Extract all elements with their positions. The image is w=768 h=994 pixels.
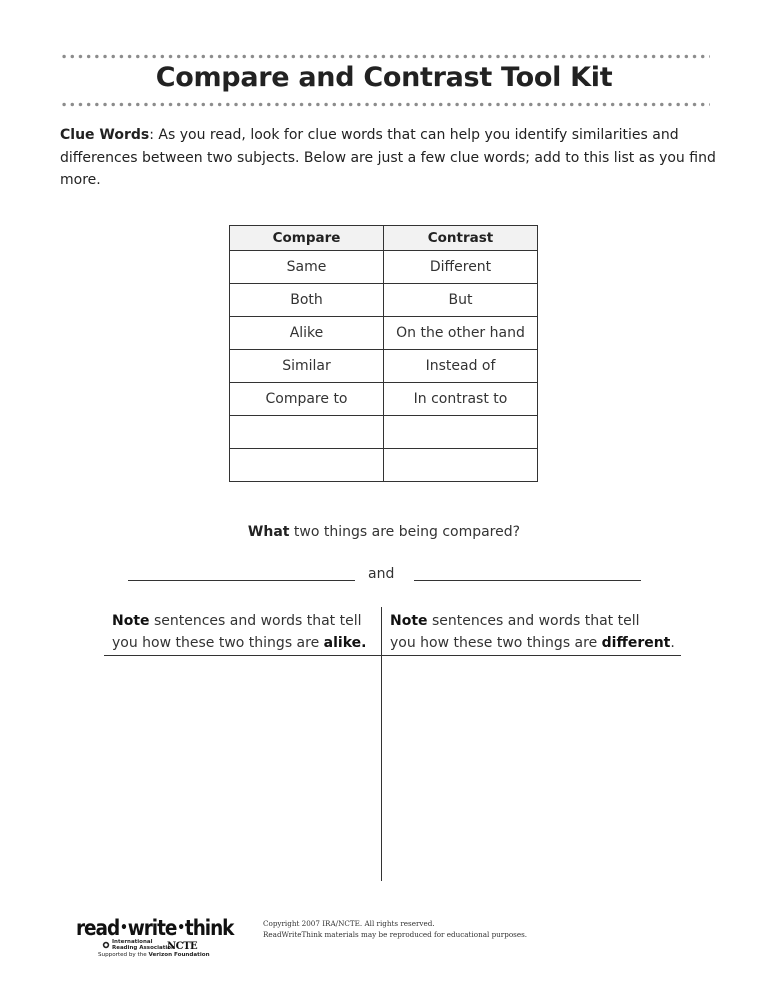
alike-prompt-line1 <box>112 610 366 632</box>
alike-prompt-line2 <box>112 632 366 654</box>
first-subject-blank[interactable] <box>128 580 355 581</box>
ira-icon <box>102 941 110 949</box>
alike-note-bold: Note <box>112 613 150 629</box>
compare-cell-blank[interactable] <box>230 416 384 449</box>
logo-wordmark: read•write•think <box>76 916 234 940</box>
intro-text: : As you read, look for clue words that can help you identify similarities and differences between two subjects. Below are just a few clue words; add to this list as you find more. <box>60 127 716 188</box>
contrast-cell: Instead of <box>384 350 538 383</box>
compare-cell-blank[interactable] <box>230 449 384 482</box>
alike-word: alike. <box>323 635 367 651</box>
second-subject-blank[interactable] <box>414 580 641 581</box>
copyright-notice <box>263 918 527 940</box>
compare-cell: Alike <box>230 317 384 350</box>
alike-line1-text: sentences and words that tell <box>149 613 362 629</box>
different-note-bold: Note <box>390 613 428 629</box>
alike-line2-text: you how these two things are <box>112 635 324 651</box>
compare-cell: Both <box>230 284 384 317</box>
supported-by-line: Supported by the Verizon Foundation <box>98 952 210 958</box>
different-word: different <box>601 635 671 651</box>
table-row-blank <box>230 416 538 449</box>
contrast-cell: But <box>384 284 538 317</box>
top-dotted-rule <box>60 54 710 59</box>
intro-paragraph <box>60 124 720 192</box>
compare-cell: Similar <box>230 350 384 383</box>
contrast-cell: Different <box>384 251 538 284</box>
contrast-cell: In contrast to <box>384 383 538 416</box>
alike-prompt <box>112 610 366 654</box>
question-text: two things are being compared? <box>289 524 521 540</box>
clue-words-label: Clue Words <box>60 127 150 143</box>
compare-header: Compare <box>230 226 384 251</box>
contrast-cell: On the other hand <box>384 317 538 350</box>
contrast-cell-blank[interactable] <box>384 416 538 449</box>
compare-cell: Same <box>230 251 384 284</box>
table-row <box>230 284 538 317</box>
different-period: . <box>670 635 675 651</box>
different-prompt-line2 <box>390 632 675 654</box>
compare-cell: Compare to <box>230 383 384 416</box>
table-row <box>230 317 538 350</box>
clue-words-table <box>229 225 538 482</box>
ncte-logo: NCTE <box>167 941 198 952</box>
ira-label: International Reading Association <box>112 939 175 951</box>
t-chart-vertical-rule <box>381 607 382 881</box>
contrast-cell-blank[interactable] <box>384 449 538 482</box>
table-row <box>230 251 538 284</box>
t-chart-horizontal-rule <box>104 655 681 656</box>
different-line1-text: sentences and words that tell <box>427 613 640 629</box>
compare-question <box>0 524 768 540</box>
bottom-dotted-rule <box>60 102 710 107</box>
different-prompt-line1 <box>390 610 675 632</box>
contrast-header: Contrast <box>384 226 538 251</box>
copyright-line2: ReadWriteThink materials may be reproduced for educational purposes. <box>263 930 528 939</box>
different-prompt <box>390 610 675 654</box>
table-row <box>230 383 538 416</box>
readwritethink-logo <box>76 916 234 958</box>
page-title: Compare and Contrast Tool Kit <box>155 62 613 93</box>
question-bold: What <box>247 524 290 540</box>
copyright-line1: Copyright 2007 IRA/NCTE. All rights reserved. <box>263 919 435 928</box>
table-row-blank <box>230 449 538 482</box>
table-row <box>230 350 538 383</box>
different-line2-text: you how these two things are <box>390 635 602 651</box>
table-header-row <box>230 226 538 251</box>
and-label: and <box>368 566 395 582</box>
